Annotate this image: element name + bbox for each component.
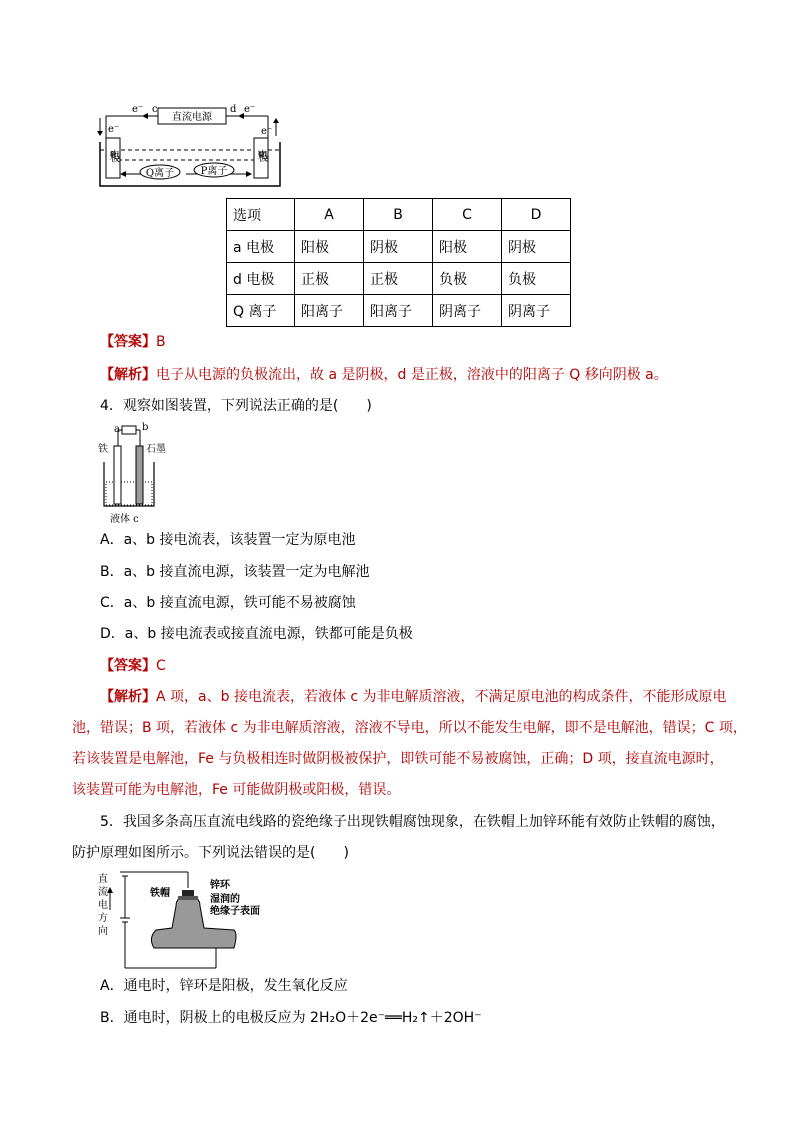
analysis-tag: 【解析】: [100, 689, 156, 705]
table-cell: D: [502, 199, 571, 231]
q4-answer: [100, 656, 166, 676]
electrolysis-cell-figure: [96, 98, 286, 190]
q4-option-c: C．a、b 接直流电源，铁可能不易被腐蚀: [100, 595, 356, 611]
zinc-ring-label: 锌环: [210, 880, 230, 891]
q4-analysis-line: 池，错误；B 项，若液体 c 为非电解质溶液，溶液不导电，所以不能发生电解，即不是电解池，错误；C 项，: [72, 720, 747, 736]
table-cell: 正极: [364, 263, 433, 295]
q3-analysis: [100, 365, 668, 385]
table-cell: 负极: [433, 263, 502, 295]
analysis-text: A 项，a、b 接电流表，若液体 c 为非电解质溶液，不满足原电池的构成条件，不能形成原电: [156, 689, 727, 705]
b-terminal-label: b: [142, 422, 149, 433]
q4-option-a: A．a、b 接电流表，该装置一定为原电池: [100, 532, 356, 548]
q4-analysis-line: 若该装置是电解池，Fe 与负极相连时做阴极被保护，即铁可能不易被腐蚀，正确；D 项，接直流电源时，: [72, 751, 724, 767]
electron-label-up: e⁻: [261, 126, 273, 137]
table-cell: 阴离子: [433, 295, 502, 327]
q4-stem: 4．观察如图装置，下列说法正确的是( ): [100, 398, 372, 414]
table-row: [227, 199, 571, 231]
q5-option-a: A．通电时，锌环是阳极，发生氧化反应: [100, 978, 348, 994]
q5-stem-line: 防护原理如图所示。下列说法错误的是( ): [72, 845, 349, 861]
surface-label-2: 绝缘子表面: [210, 906, 260, 917]
d-label: d: [230, 104, 237, 115]
table-cell: 阴极: [364, 231, 433, 263]
iron-graphite-cell-figure: [98, 422, 178, 526]
electron-label-right: e⁻: [244, 104, 256, 115]
q4-analysis-line: 该装置可能为电解池，Fe 可能做阴极或阳极，错误。: [72, 782, 401, 798]
table-cell: Q 离子: [227, 295, 295, 327]
table-cell: 负极: [502, 263, 571, 295]
power-source-label: 直流电源: [172, 112, 212, 123]
current-direction-3: 电: [98, 900, 108, 911]
analysis-tag: 【解析】: [100, 367, 156, 383]
answer-value: B: [156, 334, 166, 350]
q5-option-b: B．通电时，阴极上的电极反应为 2H₂O＋2e⁻══H₂↑＋2OH⁻: [100, 1010, 482, 1026]
answer-value: C: [156, 658, 166, 674]
current-direction-4: 方: [98, 913, 108, 924]
q5-stem-line: 5．我国多条高压直流电线路的瓷绝缘子出现铁帽腐蚀现象，在铁帽上加锌环能有效防止铁帽的腐蚀，: [100, 814, 725, 830]
q-ion-label: Q离子: [145, 168, 175, 179]
table-cell: 阴离子: [502, 295, 571, 327]
q4-option-d: D．a、b 接电流表或接直流电源，铁都可能是负极: [100, 626, 413, 642]
a-terminal-label: a: [114, 424, 120, 435]
table-row: [227, 263, 571, 295]
insulator-figure: [98, 868, 298, 972]
surface-label-1: 湿润的: [210, 894, 240, 905]
q3-answer: [100, 332, 166, 352]
table-cell: d 电极: [227, 263, 295, 295]
b-electrode-label: b 电 极: [255, 149, 267, 163]
liquid-label: 液体 c: [110, 514, 139, 525]
q4-option-b: B．a、b 接直流电源，该装置一定为电解池: [100, 564, 370, 580]
p-ion-label: P离子: [200, 166, 228, 177]
current-direction-1: 直: [98, 874, 108, 885]
graphite-label: 石墨: [146, 444, 166, 455]
current-direction-2: 流: [98, 887, 108, 898]
table-cell: B: [364, 199, 433, 231]
electron-label-left: e⁻: [132, 104, 144, 115]
iron-label: 铁: [98, 444, 108, 455]
options-table: [226, 198, 571, 327]
table-cell: 选项: [227, 199, 295, 231]
current-direction-5: 向: [98, 926, 108, 937]
table-row: [227, 295, 571, 327]
answer-tag: 【答案】: [100, 334, 156, 350]
table-cell: 阳极: [433, 231, 502, 263]
table-cell: a 电极: [227, 231, 295, 263]
a-electrode-label: a 电 极: [107, 149, 119, 163]
electron-label-down: e⁻: [108, 124, 120, 135]
c-label: c: [152, 104, 158, 115]
table-cell: 阳极: [295, 231, 364, 263]
table-cell: 正极: [295, 263, 364, 295]
table-cell: A: [295, 199, 364, 231]
answer-tag: 【答案】: [100, 658, 156, 674]
table-cell: 阳离子: [364, 295, 433, 327]
table-cell: 阳离子: [295, 295, 364, 327]
q4-analysis-line: [100, 687, 727, 707]
table-cell: 阴极: [502, 231, 571, 263]
analysis-text: 电子从电源的负极流出，故 a 是阴极，d 是正极，溶液中的阳离子 Q 移向阴极 a。: [156, 367, 668, 383]
iron-cap-label: 铁帽: [150, 888, 170, 899]
table-cell: C: [433, 199, 502, 231]
table-row: [227, 231, 571, 263]
